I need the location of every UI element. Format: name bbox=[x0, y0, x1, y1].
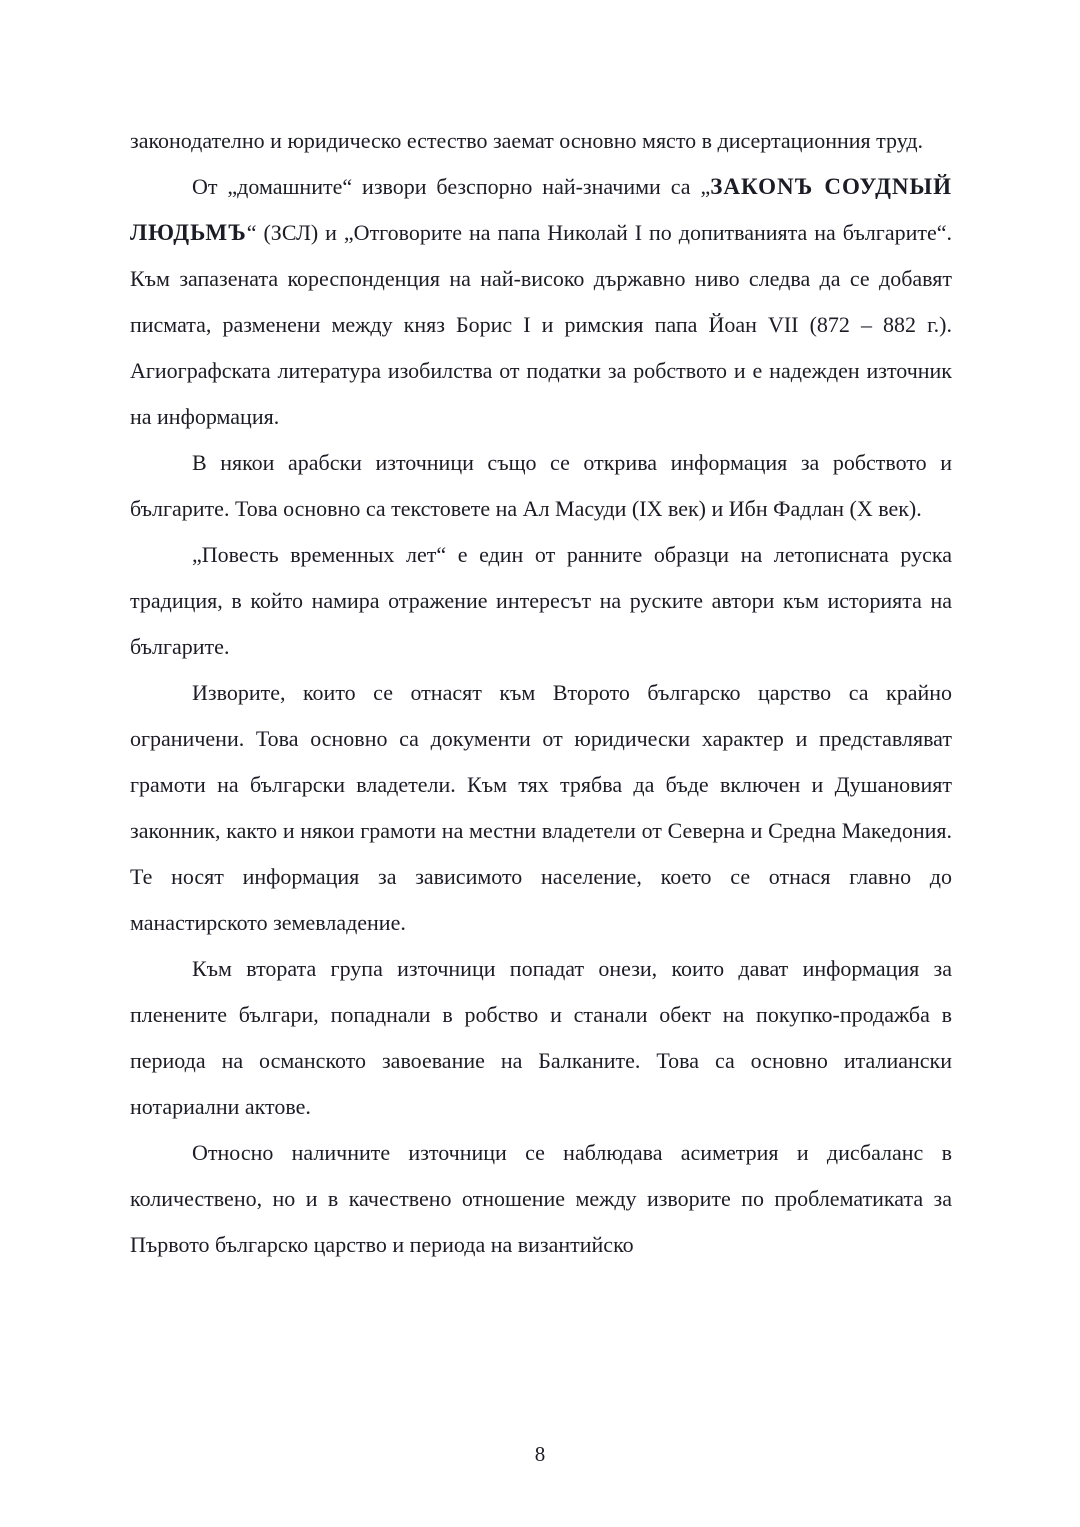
paragraph bbox=[130, 164, 952, 440]
paragraph-text: Към втората група източници попадат онези, които дават информация за пленените българи, попаднали в робство и станали обект на покупко-продажба в периода на османското завоевание на Балканите. Това са основно италиански нотариални актове. bbox=[130, 956, 952, 1119]
paragraph bbox=[130, 1130, 952, 1268]
paragraph-text: От „домашните“ извори безспорно най-значими са „ bbox=[192, 174, 711, 199]
page-number: 8 bbox=[534, 1442, 546, 1466]
paragraph-text: “ (ЗСЛ) и „Отговорите на папа Николай I по допитванията на българите“. Към запазената кореспонденция на най-високо държавно ниво следва да се добавят писмата, разменени между княз Борис I и римския папа Йоан VII (872 – 882 г.). Агиографската литература изобилства от податки за робството и е надежден източник на информация. bbox=[130, 220, 952, 429]
paragraph bbox=[130, 532, 952, 670]
page-body-text bbox=[130, 118, 952, 1268]
paragraph-text: законодателно и юридическо естество заемат основно място в дисертационния труд. bbox=[130, 128, 924, 153]
paragraph-text: „Повесть временных лет“ е един от ранните образци на летописната руска традиция, в който намира отражение интересът на руските автори към историята на българите. bbox=[130, 542, 952, 659]
paragraph bbox=[130, 670, 952, 946]
paragraph-text: Относно наличните източници се наблюдава асиметрия и дисбаланс в количествено, но и в качествено отношение между изворите по проблематиката за Първото българско царство и периода на византийско bbox=[130, 1140, 952, 1257]
paragraph-text: В някои арабски източници също се открива информация за робството и българите. Това основно са текстовете на Ал Масуди (IX век) и Ибн Фадлан (X век). bbox=[130, 450, 952, 521]
paragraph bbox=[130, 440, 952, 532]
old-slavonic-title: ЗАКОNЪ СОУДNЫЙ ЛЮДЬМЪ bbox=[130, 174, 953, 245]
paragraph bbox=[130, 118, 952, 164]
paragraph-text: Изворите, които се отнасят към Второто българско царство са крайно ограничени. Това основно са документи от юридически характер и представляват грамоти на български владетели. Към тях трябва да бъде включен и Душановият законник, както и някои грамоти на местни владетели от Северна и Средна Македония. Те носят информация за зависимото население, което се отнася главно до манастирското земевладение. bbox=[130, 680, 952, 935]
paragraph bbox=[130, 946, 952, 1130]
